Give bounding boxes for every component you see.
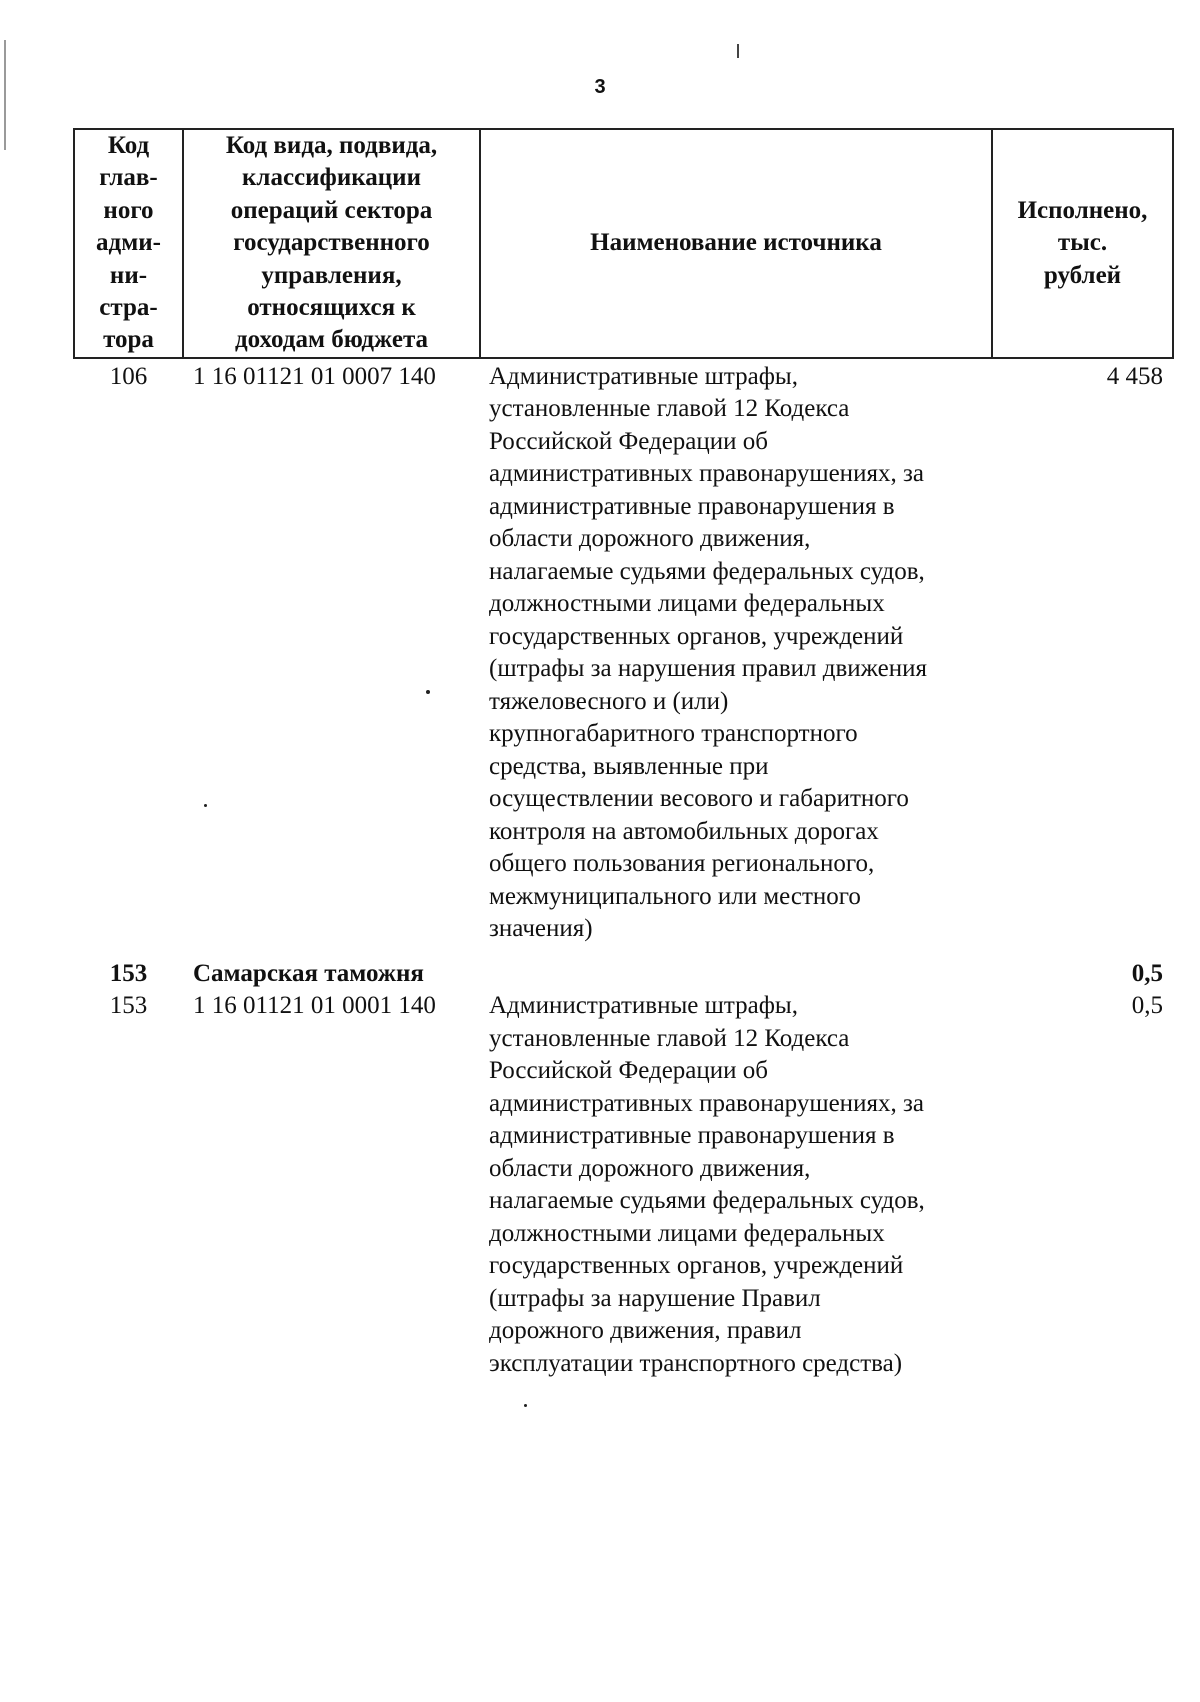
source-name-line: крупногабаритного транспортного xyxy=(489,720,858,748)
source-name-line: межмуниципального или местного xyxy=(489,882,861,910)
source-name-line: государственных органов, учреждений xyxy=(489,1252,904,1280)
source-name-line: (штрафы за нарушение Правил xyxy=(489,1284,821,1312)
source-name-line: Административные штрафы, xyxy=(489,992,798,1020)
source-name-line: Административные штрафы, xyxy=(489,362,798,390)
table-header-row xyxy=(74,129,1173,358)
source-name-line: административных правонарушениях, за xyxy=(489,460,924,488)
row-admin-code: 106 xyxy=(109,362,148,390)
source-name-line: налагаемые судьями федеральных судов, xyxy=(489,1187,925,1215)
source-name-line: административные правонарушения в xyxy=(489,1122,895,1150)
source-name-line: общего пользования регионального, xyxy=(489,850,875,878)
row-income-code: 1 16 01121 01 0001 140 xyxy=(193,992,436,1020)
row-executed-amount: 4 458 xyxy=(1106,362,1163,390)
header-line: Код xyxy=(107,132,150,159)
table-row xyxy=(74,358,1173,946)
source-name-line: административных правонарушениях, за xyxy=(489,1089,924,1117)
source-name-line: осуществлении весового и габаритного xyxy=(489,785,909,813)
header-line: классификации xyxy=(242,164,421,192)
row-income-code: 1 16 01121 01 0007 140 xyxy=(193,362,436,390)
source-name-line: значения) xyxy=(489,915,593,943)
header-line: государственного xyxy=(233,229,430,257)
header-line: Код вида, подвида, xyxy=(225,132,438,159)
budget-revenue-table xyxy=(73,128,1174,1380)
header-line: рублей xyxy=(1043,261,1122,289)
header-line: стра- xyxy=(99,294,158,322)
source-name-line: государственных органов, учреждений xyxy=(489,622,904,650)
source-name-line: установленные главой 12 Кодекса xyxy=(489,1024,850,1052)
source-name-line: эксплуатации транспортного средства) xyxy=(489,1349,903,1377)
header-line: управления, xyxy=(261,261,402,289)
source-name-line: дорожного движения, правил xyxy=(489,1317,802,1345)
scan-speck xyxy=(426,690,430,694)
header-line: Наименование источника xyxy=(590,229,882,257)
group-admin-code: 153 xyxy=(109,959,148,987)
group-name: Самарская таможня xyxy=(193,959,424,987)
group-executed-amount: 0,5 xyxy=(1131,959,1163,987)
source-name-line: контроля на автомобильных дорогах xyxy=(489,817,879,845)
source-name-line: административные правонарушения в xyxy=(489,492,895,520)
source-name-line: налагаемые судьями федеральных судов, xyxy=(489,557,925,585)
source-name-line: Российской Федерации об xyxy=(489,427,768,455)
row-source-name xyxy=(480,358,992,946)
scan-speck xyxy=(204,804,207,807)
page-number: 3 xyxy=(594,76,606,98)
row-executed-amount: 0,5 xyxy=(1131,992,1163,1020)
table-group-row xyxy=(74,946,1173,991)
scan-tick-mark xyxy=(737,44,739,58)
header-line: Исполнено, xyxy=(1017,196,1148,224)
header-line: адми- xyxy=(96,229,161,257)
source-name-line: должностными лицами федеральных xyxy=(489,590,885,618)
source-name-line: области дорожного движения, xyxy=(489,1154,811,1182)
source-name-line: тяжеловесного и (или) xyxy=(489,687,729,715)
row-source-name xyxy=(480,990,992,1380)
table-row xyxy=(74,990,1173,1380)
header-line: ного xyxy=(103,196,154,224)
header-admin-code xyxy=(74,129,183,358)
row-admin-code: 153 xyxy=(109,992,148,1020)
header-line: операций сектора xyxy=(230,196,433,224)
header-line: ни- xyxy=(109,261,148,289)
header-executed-amount xyxy=(992,129,1173,358)
source-name-line: (штрафы за нарушения правил движения xyxy=(489,655,927,683)
source-name-line: области дорожного движения, xyxy=(489,525,811,553)
header-line: доходам бюджета xyxy=(234,326,429,354)
header-income-code xyxy=(183,129,480,358)
source-name-line: Российской Федерации об xyxy=(489,1057,768,1085)
header-line: тыс. xyxy=(1057,229,1108,257)
source-name-line: установленные главой 12 Кодекса xyxy=(489,395,850,423)
header-line: тора xyxy=(103,326,154,354)
header-line: глав- xyxy=(99,164,158,192)
source-name-line: должностными лицами федеральных xyxy=(489,1219,885,1247)
scan-speck xyxy=(524,1404,527,1407)
header-source-name xyxy=(480,129,992,358)
source-name-line: средства, выявленные при xyxy=(489,752,769,780)
header-line: относящихся к xyxy=(247,294,416,322)
